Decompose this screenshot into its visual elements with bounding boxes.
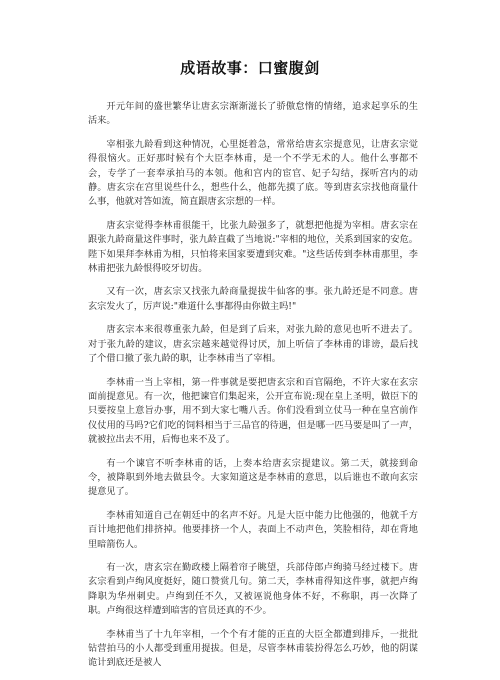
page-title: 成语故事：口蜜腹剑 [180,59,320,77]
paragraph: 有一个谏官不听李林甫的话，上奏本给唐玄宗提建议。第二天，就接到命令，被降职到外地去做县令。大家知道这是李林甫的意思，以后谁也不敢向玄宗提意见了。 [88,457,418,498]
paragraph: 唐玄宗觉得李林甫很能干，比张九龄强多了，就想把他提为宰相。唐玄宗在跟张九龄商量这件事时，张九龄直截了当地说:"宰相的地位，关系到国家的安危。陛下如果拜李林甫为相，只怕将来国家要遭到灾难。"这些话传到李林甫那里，李林甫把张九龄恨得咬牙切齿。 [88,219,418,275]
paragraph: 李林甫当了十九年宰相，一个个有才能的正直的大臣全都遭到排斥，一批批钻营拍马的小人都受到重用提拔。但是，尽管李林甫装扮得怎么巧妙，他的阴谋诡计到底还是被人 [88,628,418,669]
paragraph: 唐玄宗本来很尊重张九龄，但是到了后来，对张九龄的意见也听不进去了。对于张九龄的建议，唐玄宗越来越觉得讨厌，加上听信了李林甫的诽谤，最后找了个借口撤了张九龄的职，让李林甫当了宰相。 [88,324,418,365]
paragraph: 开元年间的盛世繁华让唐玄宗渐渐滋长了骄傲怠惰的情绪，追求起享乐的生活来。 [88,101,418,127]
paragraph: 又有一次，唐玄宗又找张九龄商量提拔牛仙客的事。张九龄还是不同意。唐玄宗发火了，厉声说:"难道什么事都得由你做主吗!" [88,286,418,312]
paragraph: 有一次，唐玄宗在勤政楼上隔着帘子眺望，兵部侍郎卢绚骑马经过楼下。唐玄宗看到卢绚风度挺好，随口赞赏几句。第二天，李林甫得知这件事，就把卢绚降职为华州刺史。卢绚到任不久，又被诬说他身体不好，不称职，再一次降了职。卢绚很这样遭到暗害的官员还真的不少。 [88,561,418,617]
article-body [88,100,418,680]
paragraph: 宰相张九龄看到这种情况，心里挺着急，常常给唐玄宗提意见，让唐玄宗觉得很恼火。正好那时候有个大臣李林甫，是一个不学无术的人。他什么事都不会，专学了一套奉承拍马的本领。他和宫内的宦官、妃子勾结，探听宫内的动静。唐玄宗在宫里说些什么，想些什么，他都先摸了底。等到唐玄宗找他商量什么事，他就对答如流，简直跟唐玄宗想的一样。 [88,138,418,208]
paragraph: 李林甫一当上宰相，第一件事就是要把唐玄宗和百官隔绝，不许大家在玄宗面前提意见。有一次，他把谏官们集起来，公开宣布说:现在皇上圣明，做臣下的只要按皇上意旨办事，用不到大家七嘴八舌。你们没看到立仗马一种在皇宫前作仪仗用的马吗?它们吃的饲料相当于三品官的待遇，但是哪一匹马要是叫了一声，就被拉出去不用，后悔也来不及了。 [88,376,418,446]
paragraph: 李林甫知道自己在朝廷中的名声不好。凡是大臣中能力比他强的，他就千方百计地把他们排挤掉。他要排挤一个人，表面上不动声色，笑脸相待，却在背地里暗箭伤人。 [88,509,418,550]
